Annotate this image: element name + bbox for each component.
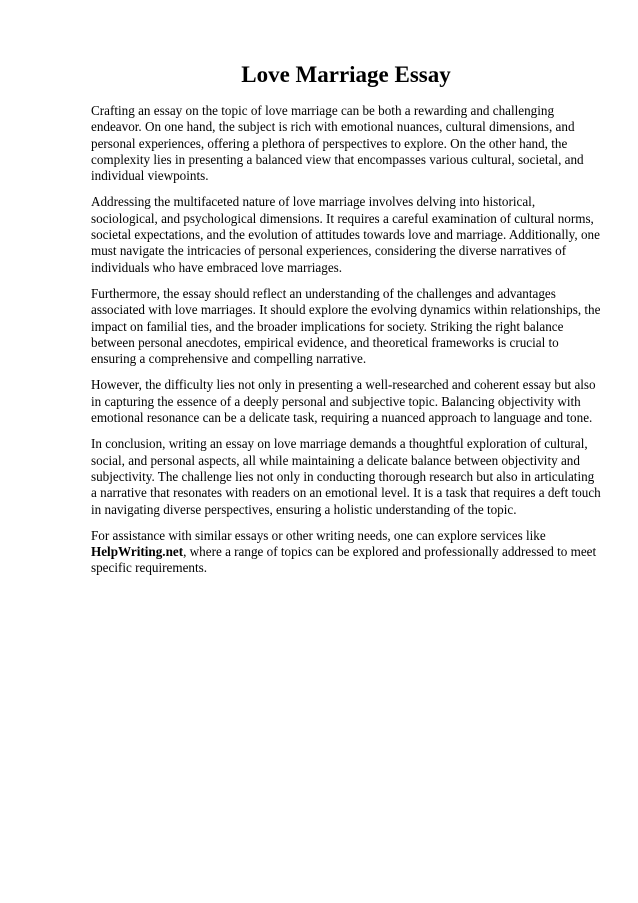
helpwriting-link[interactable]: HelpWriting.net [91,544,184,560]
paragraph-1: Crafting an essay on the topic of love marriage can be both a rewarding and challenging endeavor. On one hand, the subject is rich with emotional nuances, cultural dimensions, and personal experiences, offering a plethora of perspectives to explore. On the other hand, the complexity lies in presenting a balanced view that encompasses various cultural, societal, and individual viewpoints. [91,103,584,184]
closing-text-before-link: For assistance with similar essays or other writing needs, one can explore services like [91,527,546,543]
paragraph-4: However, the difficulty lies not only in presenting a well-researched and coherent essay but also in capturing the essence of a deeply personal and subjective topic. Balancing objectivity with emotional resonance can be a delicate task, requiring a nuanced approach to language and tone. [91,377,596,426]
closing-paragraph [91,528,601,577]
paragraph-5: In conclusion, writing an essay on love marriage demands a thoughtful exploration of cultural, social, and personal aspects, all while maintaining a delicate balance between objectivity and subjectivity. The challenge lies not only in conducting thorough research but also in articulating a narrative that resonates with readers on an emotional level. It is a task that requires a deft touch in navigating diverse perspectives, ensuring a holistic understanding of the topic. [91,436,601,517]
paragraph-2: Addressing the multifaceted nature of love marriage involves delving into historical, sociological, and psychological dimensions. It requires a careful examination of cultural norms, societal expectations, and the evolution of attitudes towards love and marriage. Additionally, one must navigate the intricacies of personal experiences, considering the diverse narratives of individuals who have embraced love marriages. [91,194,600,275]
closing-text-after-link: , where a range of topics can be explored and professionally addressed to meet specific requirements. [91,544,597,576]
document-body [91,60,601,587]
page-title: Love Marriage Essay [241,62,451,87]
paragraph-3: Furthermore, the essay should reflect an understanding of the challenges and advantages associated with love marriages. It should explore the evolving dynamics within relationships, the impact on familial ties, and the broader implications for society. Striking the right balance between personal anecdotes, empirical evidence, and theoretical frameworks is crucial to ensuring a comprehensive and compelling narrative. [91,285,601,367]
